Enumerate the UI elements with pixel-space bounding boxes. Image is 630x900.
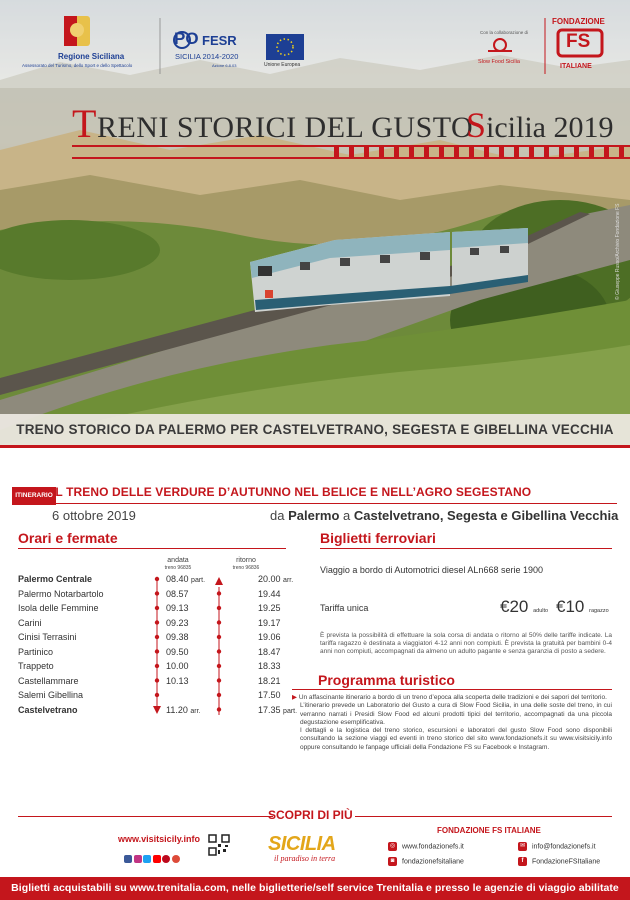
schedule-row: [18, 618, 308, 632]
schedule-row: [18, 676, 308, 690]
outbound-time: 09.23: [166, 617, 189, 628]
hero-caption-bar: [0, 414, 630, 445]
hero-caption: TRENO STORICO DA PALERMO PER CASTELVETRANO, SEGESTA E GIBELLINA VECCHIA: [16, 422, 614, 437]
divider: [18, 816, 273, 817]
schedule-heading: Orari e fermate: [18, 530, 118, 546]
eu-label: Unione Europea: [264, 62, 301, 68]
collab-label: Con la collaborazione di: [480, 30, 529, 35]
itinerary-badge: ITINERARIO: [12, 487, 56, 505]
child-label: ragazzo: [589, 608, 609, 614]
discover-heading: SCOPRI DI PIÙ: [268, 808, 353, 822]
logo-bar-graphics: [0, 0, 630, 88]
child-price-value: €10: [556, 597, 585, 616]
qr-code-icon[interactable]: [208, 834, 230, 856]
schedule-row: [18, 589, 308, 603]
ritorno-header: [228, 557, 264, 572]
adult-price: [500, 597, 548, 617]
return-time: 19.44: [258, 588, 281, 599]
facebook-icon: f: [518, 857, 527, 866]
googleplus-icon[interactable]: [172, 855, 180, 863]
stop-name: Palermo Centrale: [18, 574, 93, 584]
stop-name: Cinisi Terrasini: [18, 632, 77, 642]
email-address: info@fondazionefs.it: [532, 843, 596, 851]
stop-name: Castellammare: [18, 675, 79, 686]
fare-label: Tariffa unica: [320, 603, 369, 613]
return-time: 18.21: [258, 675, 281, 686]
fs-top-label: FONDAZIONE: [552, 17, 605, 26]
po-label: PO: [174, 29, 199, 48]
sicilia-logo: [268, 834, 336, 863]
stop-name: Castelvetrano: [18, 704, 78, 715]
schedule-row: [18, 603, 308, 617]
divider: [320, 548, 612, 549]
youtube-icon[interactable]: [153, 855, 161, 863]
page-title: [72, 100, 473, 146]
title-cap: T: [72, 101, 97, 146]
facebook-icon[interactable]: [124, 855, 132, 863]
instagram-icon[interactable]: [134, 855, 142, 863]
return-time: 17.50: [258, 690, 281, 700]
return-time: 18.33: [258, 661, 281, 671]
program-heading: Programma turistico: [318, 672, 455, 688]
outbound-time: 10.13: [166, 675, 189, 686]
sicilia-tagline: il paradiso in terra: [274, 854, 336, 863]
tickets-heading: Biglietti ferroviari: [320, 530, 436, 546]
schedule-row: [18, 632, 308, 646]
stop-name: Carini: [18, 617, 42, 628]
subtitle-cap: S: [466, 105, 487, 145]
route-text: [270, 508, 618, 523]
andata-label: andata: [167, 557, 189, 564]
divider: [18, 548, 286, 549]
schedule-row: [18, 661, 308, 675]
instagram-icon: ◙: [388, 857, 397, 866]
schedule-row: [18, 705, 308, 719]
andata-header: [163, 557, 193, 572]
region-dept: Assessorato del Turismo, dello Sport e dello Spettacolo: [22, 63, 133, 68]
program-text: [292, 694, 612, 752]
ritorno-label: ritorno: [236, 557, 256, 564]
facebook-contact[interactable]: [518, 857, 600, 866]
fesr-label: FESR: [202, 33, 237, 48]
pinterest-icon[interactable]: [162, 855, 170, 863]
outbound-time: 09.38: [166, 632, 189, 642]
route-to: Castelvetrano, Segesta e Gibellina Vecchia: [353, 508, 619, 523]
social-icons: [124, 850, 181, 868]
regione-siciliana-emblem: [64, 16, 90, 46]
footer-text: Biglietti acquistabili su www.trenitalia.com, nelle biglietterie/self service Trenitalia e presso le agenzie di viaggio abilitate: [11, 882, 619, 894]
return-time: 19.25: [258, 603, 281, 613]
fesr-years: SICILIA 2014-2020: [175, 52, 239, 61]
child-price: [556, 597, 609, 617]
return-time: 20.00 arr.: [258, 574, 294, 584]
instagram-contact[interactable]: [388, 857, 464, 866]
subtitle-rest: icilia 2019: [486, 111, 614, 144]
facebook-handle: FondazioneFSItaliane: [532, 858, 601, 866]
route-a: a: [339, 508, 354, 523]
title-rest: RENI STORICI DEL GUSTO: [96, 111, 474, 144]
email-contact[interactable]: [518, 842, 596, 851]
ticket-note: È prevista la possibilità di effettuare la sola corsa di andata o ritorno al 50% delle tariffe indicate. La tariffa ragazzo è destinata a viaggiatori 4-12 anni non compiuti. È prevista la gratuità per bambini 0-4 anni non compiuti, accompagnati da almeno un adulto pagante e senza garanzia di posto a sedere.: [320, 632, 612, 655]
route-da: da: [270, 508, 289, 523]
schedule-row: [18, 647, 308, 661]
return-time: 17.35 part.: [258, 704, 298, 715]
vehicle-text: Viaggio a bordo di Automotrici diesel ALn668 serie 1900: [320, 565, 543, 575]
divider: [0, 445, 630, 448]
stop-name: Partinico: [18, 646, 54, 657]
web-url: www.fondazionefs.it: [402, 843, 464, 851]
program-paragraph: [292, 694, 612, 702]
eu-flag: [266, 34, 304, 60]
outbound-time: 08.57: [166, 588, 189, 599]
return-time: 19.06: [258, 632, 281, 642]
rail-stripe-decoration: [72, 142, 630, 172]
program-p1: Un affascinante itinerario a bordo di un treno d’epoca alla scoperta delle tradizioni e dei sapori del territorio.: [298, 694, 607, 701]
stop-name: Palermo Notarbartolo: [18, 588, 104, 599]
divider: [12, 503, 617, 504]
ritorno-train: treno 96836: [232, 565, 260, 571]
region-name: Regione Siciliana: [58, 52, 125, 61]
return-time: 19.17: [258, 617, 281, 628]
adult-price-value: €20: [500, 597, 529, 616]
schedule-row: [18, 690, 308, 704]
fs-mark: FS: [566, 31, 591, 52]
outbound-time: 10.00: [166, 661, 189, 671]
twitter-icon[interactable]: [143, 855, 151, 863]
hero-photo: [0, 0, 630, 445]
adult-label: adulto: [533, 608, 549, 614]
divider: [292, 689, 612, 690]
outbound-time: 08.40 part.: [166, 574, 206, 584]
itinerary-title: IL TRENO DELLE VERDURE D’AUTUNNO NEL BELICE E NELL’AGRO SEGESTANO: [52, 485, 532, 499]
stop-name: Isola delle Femmine: [18, 603, 99, 613]
return-time: 18.47: [258, 646, 281, 657]
visitsicily-link[interactable]: www.visitsicily.info: [118, 834, 201, 844]
outbound-time: 09.13: [166, 603, 189, 613]
outbound-time: 11.20 arr.: [166, 704, 201, 715]
outbound-time: 09.50: [166, 646, 189, 657]
sicilia-wordmark: SICILIA: [268, 833, 336, 855]
globe-icon: ◎: [389, 843, 396, 849]
slowfood-label: Slow Food Sicilia: [478, 59, 520, 65]
schedule-row: [18, 574, 308, 588]
andata-train: treno 96835: [164, 565, 192, 571]
page-subtitle: [466, 104, 614, 146]
bullet-icon: ▶: [292, 694, 299, 701]
stop-name: Salemi Gibellina: [18, 690, 84, 700]
program-paragraph: I dettagli e la logistica del treno storico, escursioni e laboratori del gusto Slow Food sono disponibili consultando la sezione viaggi ed eventi in treno storico del sito www.fondazionefs.it su www.visitsicily.info oppure consultando le fanpage ufficiali della Fondazione FS su Facebook e Instagram.: [300, 727, 612, 751]
fs-heading: FONDAZIONE FS ITALIANE: [437, 826, 541, 835]
web-contact[interactable]: [388, 842, 464, 851]
fesr-axis: Azione 6.8.03: [212, 63, 237, 68]
photo-credit: © Giuseppe Russo/Archivio Fondazione FS: [615, 203, 621, 300]
instagram-handle: fondazionefsitaliane: [402, 858, 464, 866]
stop-name: Trappeto: [18, 661, 54, 671]
divider: [355, 816, 612, 817]
program-paragraph: L’itinerario prevede un Laboratorio del Gusto a cura di Slow Food Sicilia, in una delle soste del treno, in cui verranno narrati i Presidi Slow Food ed alcuni prodotti tipici del territorio, accompagnati da una piccola degustazione esemplificativa.: [300, 702, 612, 726]
footer-bar: [0, 877, 630, 900]
fs-bottom-label: ITALIANE: [560, 63, 592, 70]
event-date: 6 ottobre 2019: [52, 508, 136, 523]
route-from: Palermo: [288, 508, 340, 523]
mail-icon: ✉: [519, 843, 526, 849]
